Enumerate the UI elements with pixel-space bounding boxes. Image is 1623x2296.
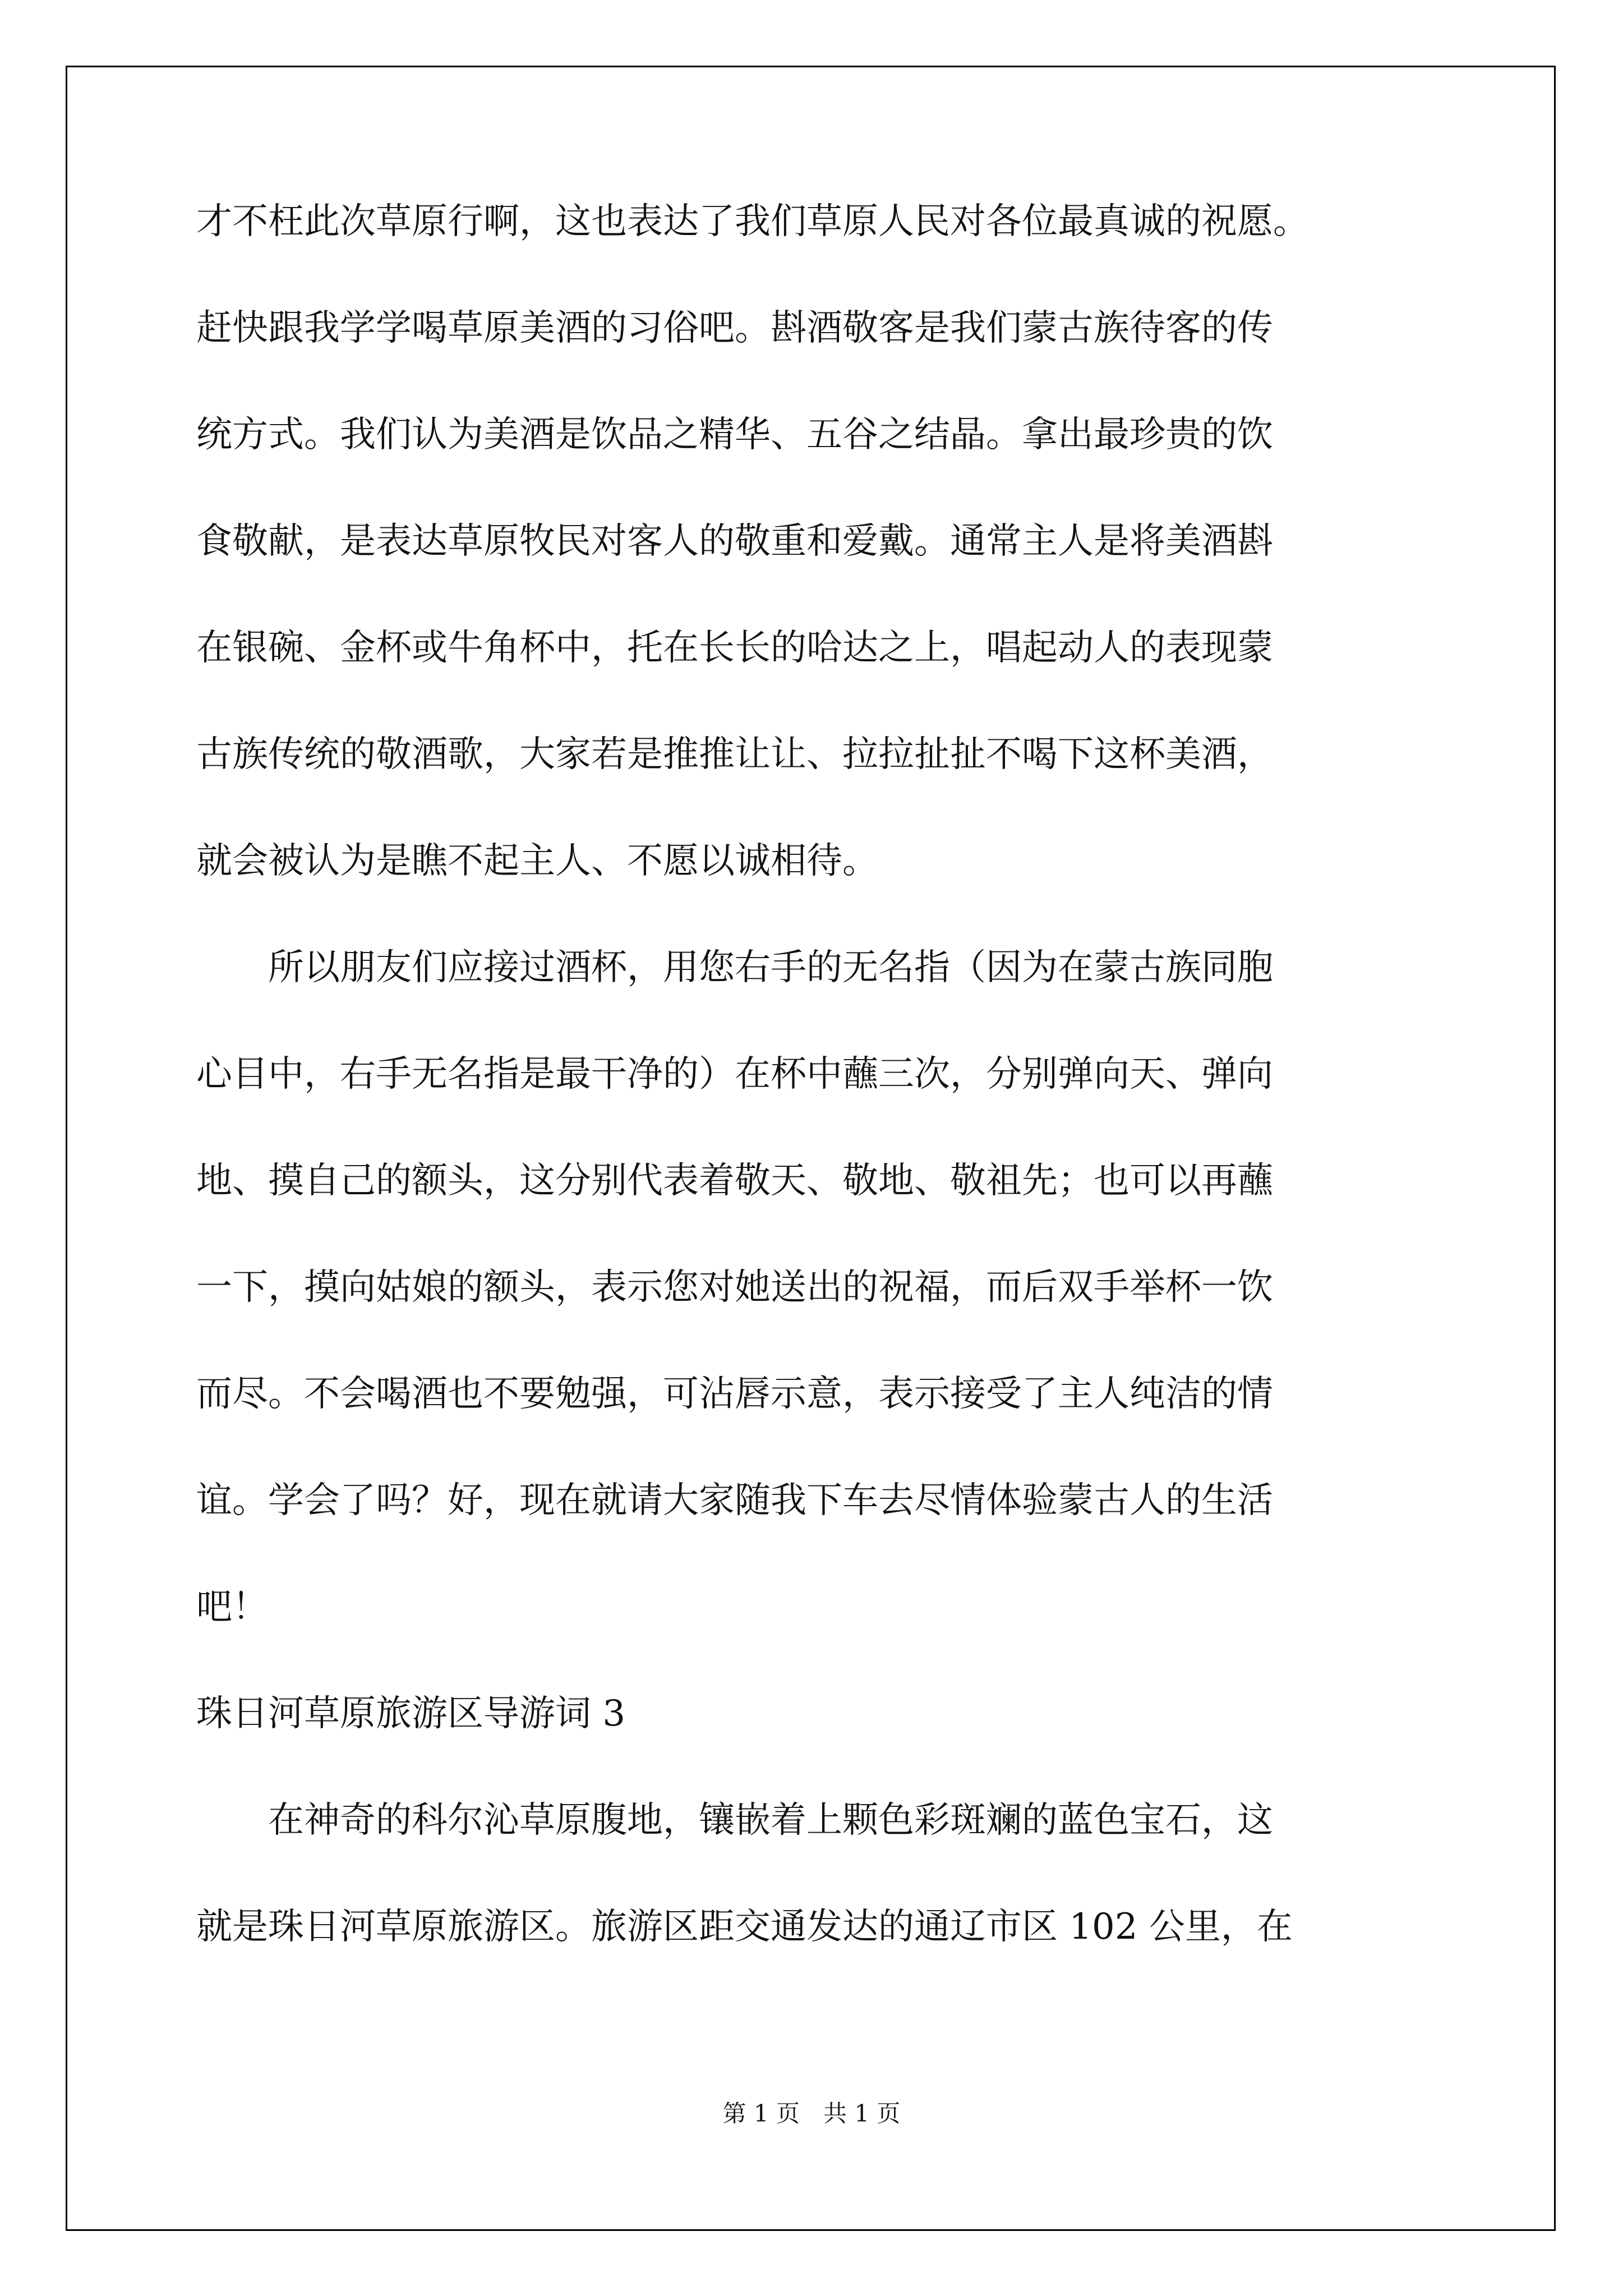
text-line: 心目中，右手无名指是最干净的）在杯中蘸三次，分别弹向天、弹向 <box>196 1053 1273 1095</box>
text-line: 所以朋友们应接过酒杯，用您右手的无名指（因为在蒙古族同胞 <box>268 947 1273 988</box>
page-footer: 第 1 页 共 1 页 <box>722 2100 901 2127</box>
document-body <box>196 185 1441 1997</box>
text-line: 就是珠日河草原旅游区。旅游区距交通发达的通辽市区 102 公里，在 <box>196 1906 1293 1948</box>
text-line: 而尽。不会喝酒也不要勉强，可沾唇示意，表示接受了主人纯洁的情 <box>196 1373 1273 1415</box>
text-line: 地、摸自己的额头，这分别代表着敬天、敬地、敬祖先；也可以再蘸 <box>196 1160 1273 1202</box>
text-line: 吧！ <box>196 1586 268 1628</box>
text-line: 在神奇的科尔沁草原腹地，镶嵌着上颗色彩斑斓的蓝色宝石，这 <box>268 1800 1273 1841</box>
text-line: 统方式。我们认为美酒是饮品之精华、五谷之结晶。拿出最珍贵的饮 <box>196 414 1273 455</box>
text-line: 古族传统的敬酒歌，大家若是推推让让、拉拉扯扯不喝下这杯美酒， <box>196 734 1273 775</box>
text-line: 一下，摸向姑娘的额头，表示您对她送出的祝福，而后双手举杯一饮 <box>196 1267 1273 1308</box>
text-line: 谊。学会了吗？好，现在就请大家随我下车去尽情体验蒙古人的生活 <box>196 1480 1273 1521</box>
section-heading: 珠日河草原旅游区导游词 3 <box>196 1693 626 1734</box>
text-line: 在银碗、金杯或牛角杯中，托在长长的哈达之上，唱起动人的表现蒙 <box>196 627 1273 669</box>
paragraph-3 <box>196 1784 1441 1997</box>
text-line: 就会被认为是瞧不起主人、不愿以诚相待。 <box>196 840 878 882</box>
paragraph-1 <box>196 185 1441 931</box>
paragraph-2 <box>196 931 1441 1677</box>
text-line: 赶快跟我学学喝草原美酒的习俗吧。斟酒敬客是我们蒙古族待客的传 <box>196 307 1273 349</box>
text-line: 食敬献，是表达草原牧民对客人的敬重和爱戴。通常主人是将美酒斟 <box>196 521 1273 562</box>
text-line: 才不枉此次草原行啊，这也表达了我们草原人民对各位最真诚的祝愿。 <box>196 201 1309 242</box>
